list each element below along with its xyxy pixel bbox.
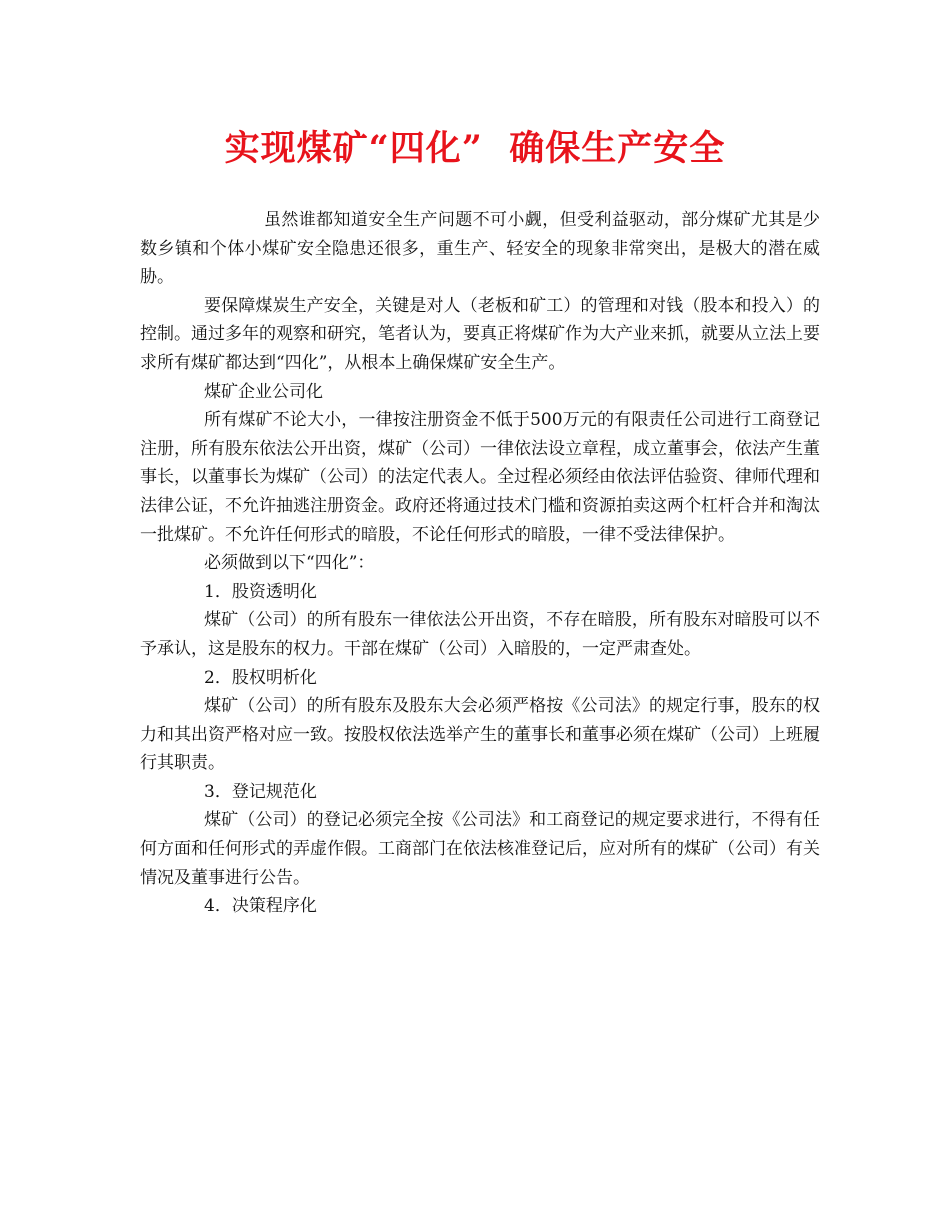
- section-heading-registration-standardization: 3．登记规范化: [204, 781, 317, 802]
- paragraph-corporatization: 所有煤矿不论大小，一律按注册资金不低于500万元的有限责任公司进行工商登记注册，所有股东依法公开出资，煤矿（公司）一律依法设立章程，成立董事会，依法产生董事长，以董事长为煤矿（公司）的法定代表人。全过程必须经由依法评估验资、律师代理和法律公证，不允许抽逃注册资金。政府还将通过技术门槛和资源拍卖这两个杠杆合并和淘汰一批煤矿。不允许任何形式的暗股，不论任何形式的暗股，一律不受法律保护。: [140, 410, 820, 545]
- paragraph-registration-standardization: 煤矿（公司）的登记必须完全按《公司法》和工商登记的规定要求进行，不得有任何方面和任何形式的弄虚作假。工商部门在依法核准登记后，应对所有的煤矿（公司）有关情况及董事进行公告。: [140, 810, 820, 888]
- section-heading-decision-procedure: 4．决策程序化: [204, 896, 317, 917]
- section-heading-corporatization: 煤矿企业公司化: [204, 381, 323, 402]
- paragraph-equity-clarity: 煤矿（公司）的所有股东及股东大会必须严格按《公司法》的规定行事，股东的权力和其出资严格对应一致。按股权依法选举产生的董事长和董事必须在煤矿（公司）上班履行其职责。: [140, 696, 820, 774]
- section-heading-equity-clarity: 2．股权明析化: [204, 667, 317, 688]
- page-title: 实现煤矿“四化” 确保生产安全: [224, 128, 726, 169]
- paragraph-capital-transparency: 煤矿（公司）的所有股东一律依法公开出资，不存在暗股，所有股东对暗股可以不予承认，这是股东的权力。干部在煤矿（公司）入暗股的，一定严肃查处。: [140, 610, 820, 659]
- paragraph-four-requirements: 必须做到以下“四化”：: [204, 553, 375, 574]
- section-heading-capital-transparency: 1．股资透明化: [204, 581, 317, 602]
- paragraph-key-points: 要保障煤炭生产安全，关键是对人（老板和矿工）的管理和对钱（股本和投入）的控制。通过多年的观察和研究，笔者认为，要真正将煤矿作为大产业来抓，就要从立法上要求所有煤矿都达到“四化”，从根本上确保煤矿安全生产。: [140, 295, 820, 373]
- document-body: [140, 206, 820, 921]
- paragraph-intro: 虽然谁都知道安全生产问题不可小觑，但受利益驱动，部分煤矿尤其是少数乡镇和个体小煤矿安全隐患还很多，重生产、轻安全的现象非常突出，是极大的潜在威胁。: [140, 210, 820, 288]
